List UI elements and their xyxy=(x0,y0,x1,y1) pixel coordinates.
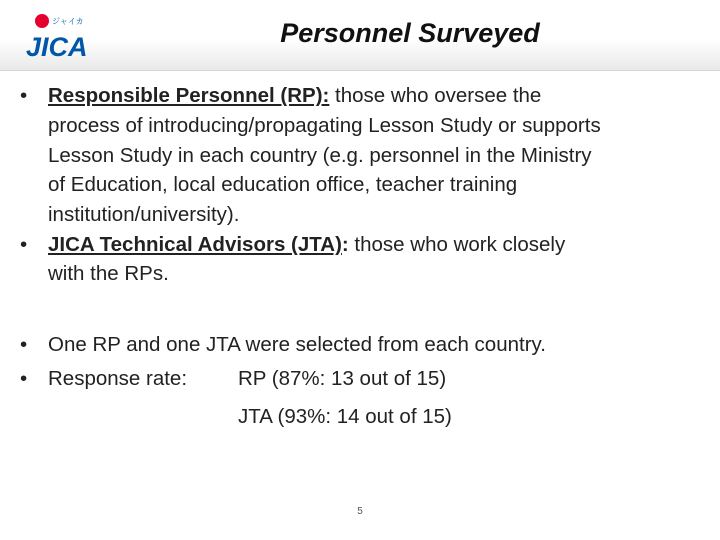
bullet-marker: • xyxy=(20,333,28,356)
response-rate-jta: JTA (93%: 14 out of 15) xyxy=(238,405,452,428)
rp-text-first: those who oversee the xyxy=(329,84,542,107)
bullet-rp-line-1 xyxy=(48,81,541,111)
selection-text: One RP and one JTA were selected from each country. xyxy=(48,333,546,356)
bullet-marker: • xyxy=(20,367,28,390)
slide-title: Personnel Surveyed xyxy=(280,18,540,48)
rp-label: Responsible Personnel (RP): xyxy=(48,84,330,107)
bullet-item-jta xyxy=(20,230,27,260)
bullet-rp-line-5: institution/university). xyxy=(48,203,240,226)
jta-label-suffix: : xyxy=(341,233,349,256)
bullet-rp-line-3: Lesson Study in each country (e.g. personnel in the Ministry xyxy=(48,144,592,167)
bullet-rp-line-4: of Education, local education office, teacher training xyxy=(48,173,518,196)
logo-kana: ジャイカ xyxy=(52,17,84,26)
bullet-marker: • xyxy=(20,84,28,107)
response-rate-rp: RP (87%: 13 out of 15) xyxy=(238,367,447,390)
bullet-jta-line-1 xyxy=(48,230,565,260)
bullet-jta-line-2: with the RPs. xyxy=(48,262,169,285)
response-rate-label: Response rate: xyxy=(48,367,188,390)
jta-text-first: those who work closely xyxy=(348,233,566,256)
jta-label: JICA Technical Advisors (JTA) xyxy=(48,233,342,256)
bullet-rp-line-2: process of introducing/propagating Lesson Study or supports xyxy=(48,114,601,137)
bullet-marker: • xyxy=(20,233,28,256)
logo-wordmark: JICA xyxy=(26,32,88,62)
bullet-item-selection xyxy=(20,330,27,360)
page-number: 5 xyxy=(357,506,363,517)
bullet-item-response-rate xyxy=(20,364,27,394)
bullet-item-rp xyxy=(20,81,27,111)
